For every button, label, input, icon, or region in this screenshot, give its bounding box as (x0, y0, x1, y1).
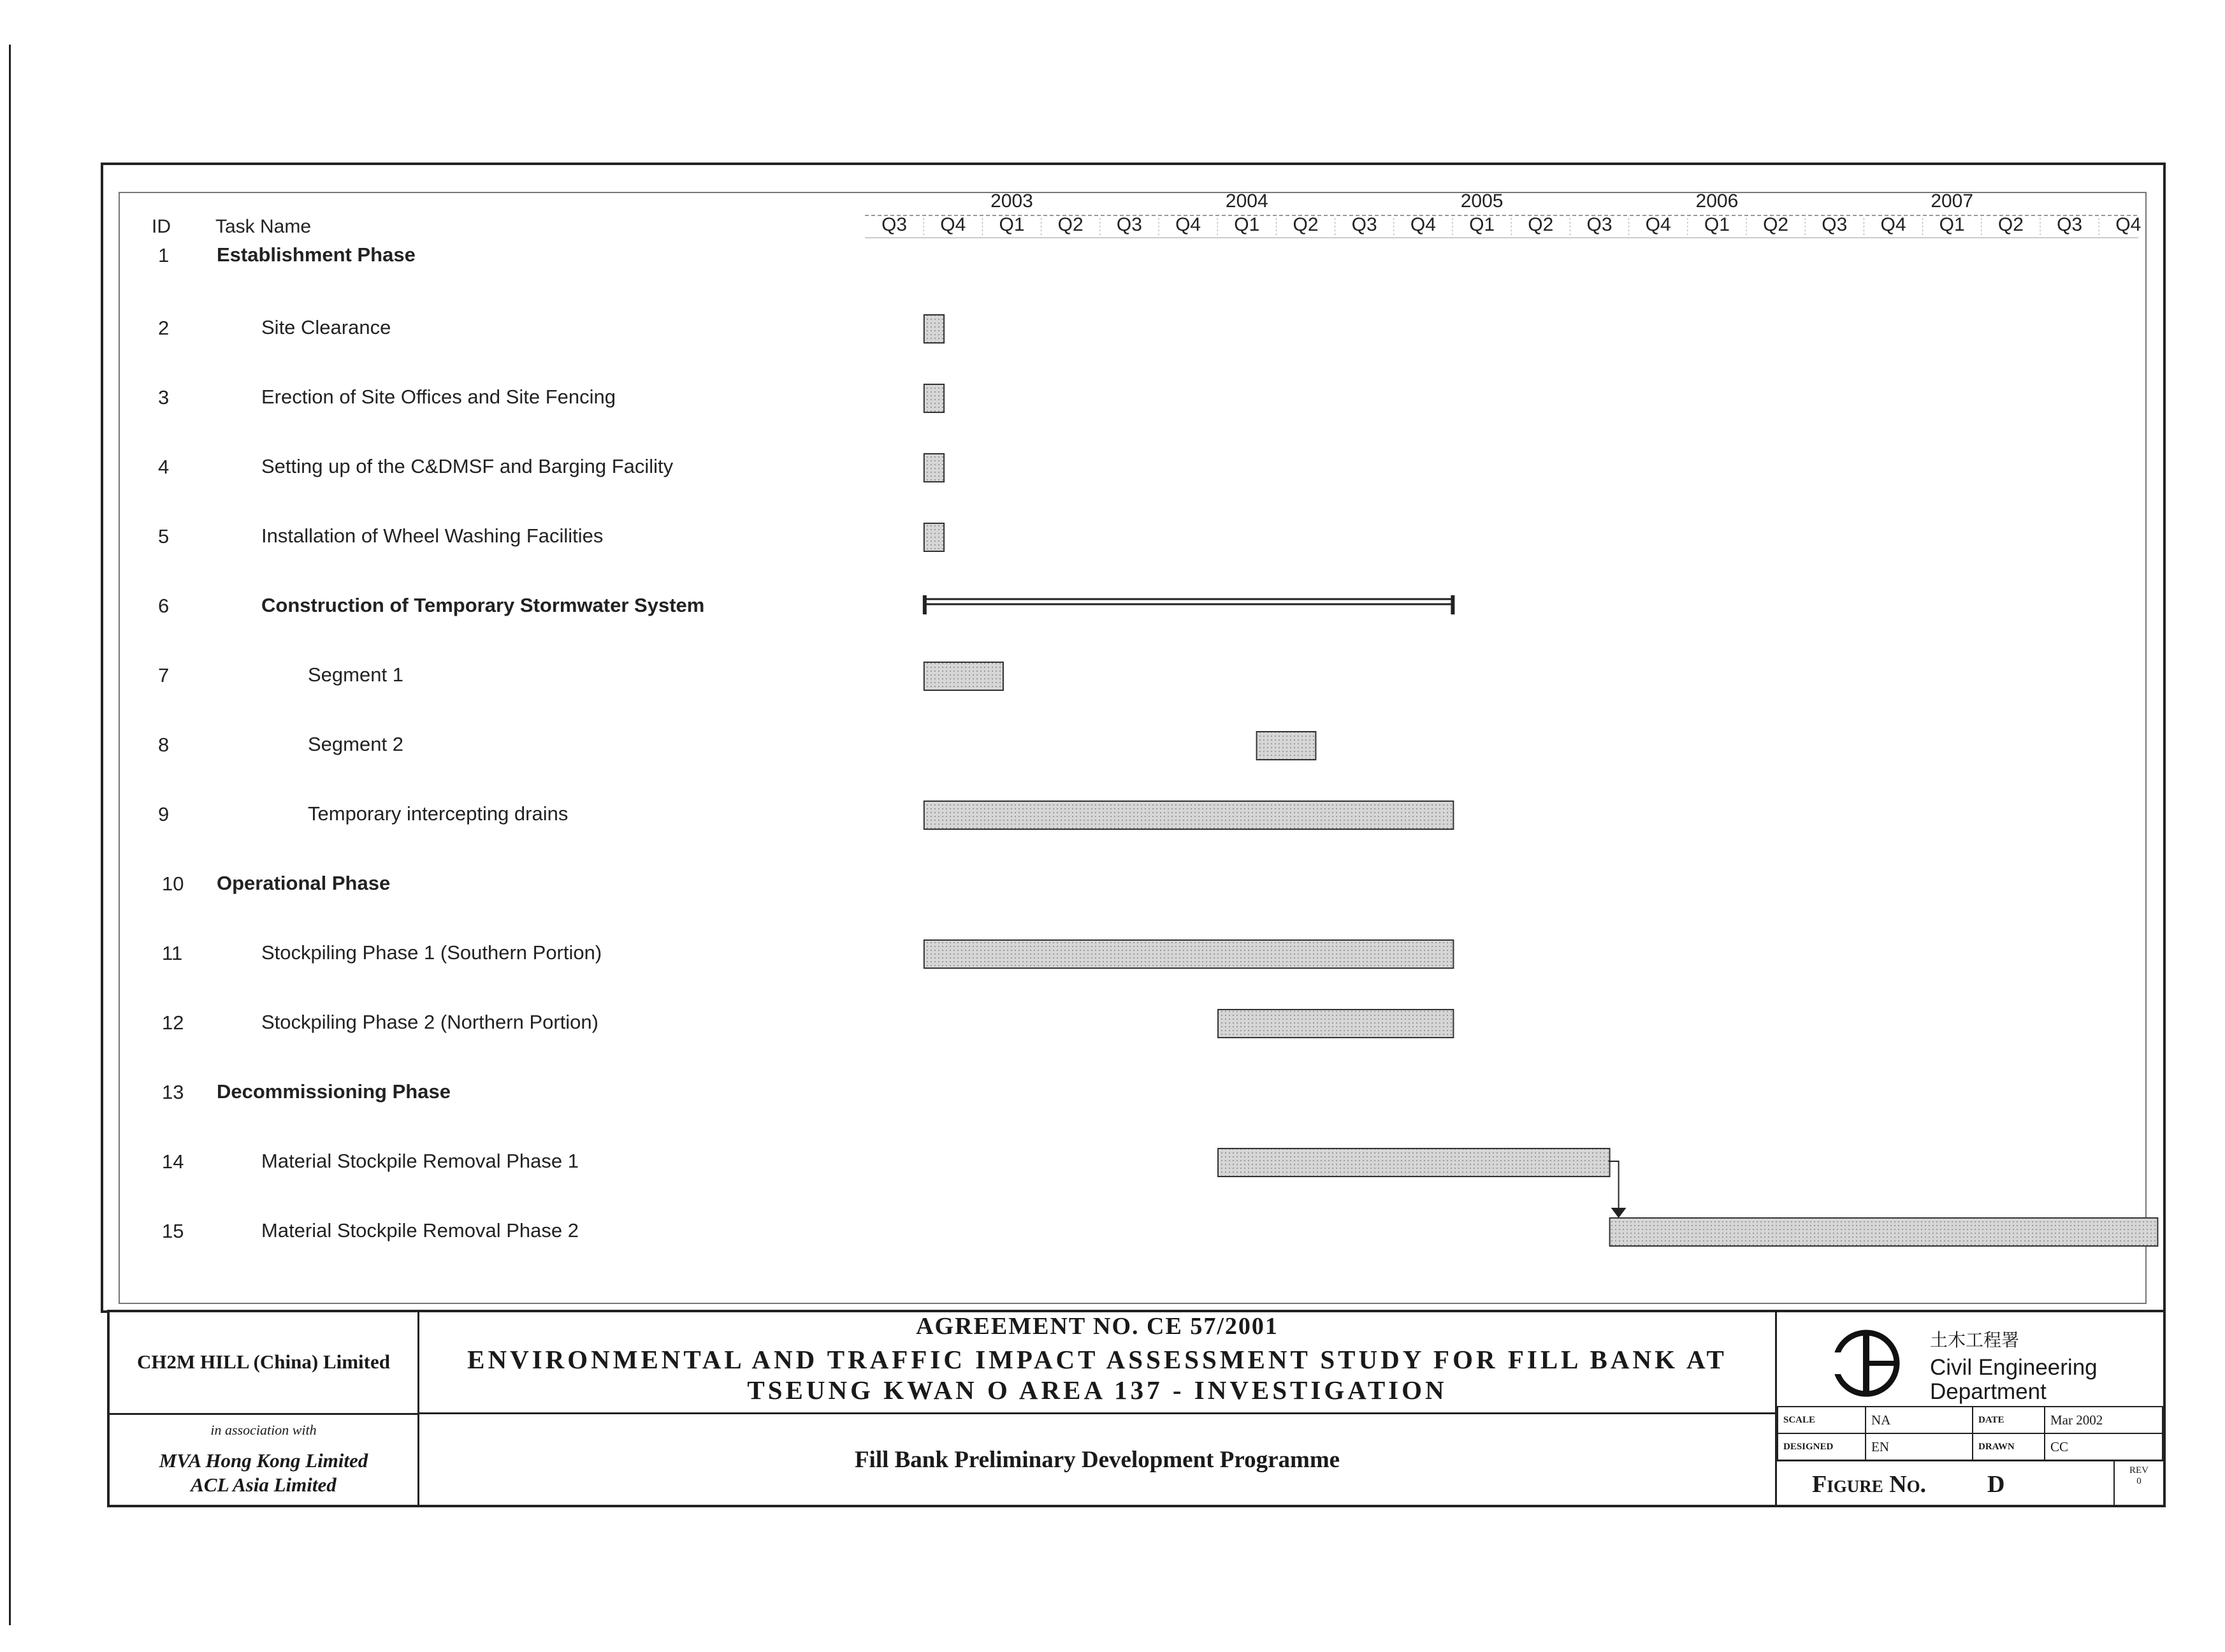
task-name: Construction of Temporary Stormwater System (261, 594, 705, 616)
quarter-label: Q1 (1704, 214, 1730, 235)
drawn-value: CC (2045, 1433, 2163, 1460)
task-id: 7 (158, 664, 170, 686)
quarter-label: Q2 (1293, 214, 1319, 235)
quarter-label: Q1 (1234, 214, 1260, 235)
date-value: Mar 2002 (2045, 1407, 2163, 1433)
task-id: 2 (158, 317, 170, 339)
consultant-panel (110, 1312, 419, 1505)
year-label: 2005 (1460, 191, 1504, 212)
task-bar (924, 384, 944, 412)
task-id: 15 (162, 1220, 184, 1242)
task-name: Site Clearance (261, 316, 391, 338)
quarter-label: Q3 (1351, 214, 1377, 235)
scale-value: NA (1866, 1407, 1973, 1433)
association-note: in association with (210, 1422, 317, 1438)
task-id: 5 (158, 525, 170, 547)
task-id: 1 (158, 244, 170, 266)
task-name: Decommissioning Phase (217, 1080, 451, 1103)
quarter-label: Q1 (1469, 214, 1495, 235)
task-name: Segment 2 (308, 733, 403, 755)
quarter-label: Q3 (1822, 214, 1848, 235)
year-label: 2004 (1225, 191, 1268, 212)
task-name: Erection of Site Offices and Site Fencing (261, 386, 616, 408)
task-bar (924, 523, 944, 551)
task-name: Temporary intercepting drains (308, 802, 569, 825)
figure-number: D (1987, 1471, 2005, 1498)
quarter-label: Q2 (1528, 214, 1554, 235)
summary-bar-end-cap (1451, 595, 1454, 614)
figure-row (1777, 1460, 2163, 1505)
task-name: Stockpiling Phase 1 (Southern Portion) (261, 941, 602, 964)
partner-name: MVA Hong Kong Limited (159, 1449, 368, 1472)
quarter-label: Q3 (2057, 214, 2083, 235)
task-bar (924, 801, 1454, 829)
quarter-label: Q4 (1175, 214, 1201, 235)
department-name-line: Civil Engineering (1930, 1355, 2098, 1380)
drawing-meta-table (1777, 1406, 2163, 1461)
partner-name: ACL Asia Limited (191, 1474, 337, 1496)
task-name: Material Stockpile Removal Phase 1 (261, 1150, 579, 1172)
quarter-label: Q4 (1880, 214, 1906, 235)
quarter-label: Q2 (1763, 214, 1789, 235)
task-name: Establishment Phase (217, 243, 416, 266)
task-name: Material Stockpile Removal Phase 2 (261, 1219, 579, 1242)
task-name: Segment 1 (308, 663, 403, 686)
quarter-label: Q2 (1057, 214, 1084, 235)
revision-box (2113, 1461, 2163, 1505)
task-bar (1218, 1148, 1610, 1177)
quarter-label: Q4 (1410, 214, 1436, 235)
quarter-label: Q3 (1586, 214, 1613, 235)
task-name: Installation of Wheel Washing Facilities (261, 525, 604, 547)
quarter-label: Q1 (999, 214, 1025, 235)
title-block (107, 1310, 2166, 1507)
ced-logo-icon (1831, 1328, 1901, 1398)
task-bar (1610, 1218, 2158, 1246)
task-id: 11 (162, 942, 183, 964)
drawn-label: DRAWN (1973, 1433, 2045, 1460)
study-panel (419, 1312, 1775, 1505)
drawing-title: Fill Bank Preliminary Development Programme (854, 1447, 1340, 1473)
quarter-label: Q4 (1645, 214, 1671, 235)
task-id: 4 (158, 456, 170, 478)
study-title-line: TSEUNG KWAN O AREA 137 - INVESTIGATION (747, 1375, 1447, 1405)
date-label: DATE (1973, 1407, 2045, 1433)
quarter-label: Q1 (1939, 214, 1965, 235)
task-bar (924, 940, 1454, 968)
year-label: 2003 (990, 191, 1033, 212)
task-id: 10 (162, 873, 184, 895)
department-panel (1775, 1312, 2163, 1505)
task-id: 8 (158, 734, 170, 756)
summary-bar-start-cap (923, 595, 927, 614)
department-name-chinese: 土木工程署 (1930, 1330, 2020, 1351)
task-bar (924, 315, 944, 343)
task-id: 12 (162, 1011, 184, 1034)
year-label: 2007 (1931, 191, 1974, 212)
department-name (1930, 1356, 2098, 1404)
quarter-label: Q4 (940, 214, 966, 235)
id-column-header: ID (152, 216, 171, 237)
study-divider (419, 1412, 1775, 1414)
dependency-arrowhead (1611, 1208, 1627, 1218)
task-id: 14 (162, 1150, 184, 1173)
designed-value: EN (1866, 1433, 1973, 1460)
task-bar (924, 454, 944, 482)
year-label: 2006 (1695, 191, 1739, 212)
designed-label: DESIGNED (1778, 1433, 1866, 1460)
quarter-label: Q3 (881, 214, 908, 235)
agreement-number: AGREEMENT NO. CE 57/2001 (916, 1313, 1279, 1340)
task-bar (924, 662, 1003, 690)
department-name-line: Department (1930, 1379, 2047, 1404)
task-id: 3 (158, 386, 170, 409)
task-id: 13 (162, 1081, 184, 1103)
quarter-label: Q4 (2115, 214, 2142, 235)
revision-value: 0 (2136, 1476, 2142, 1486)
scale-label: SCALE (1778, 1407, 1866, 1433)
task-id: 6 (158, 595, 170, 617)
task-name: Operational Phase (217, 872, 391, 894)
task-bar (1257, 732, 1316, 760)
consultant-name: CH2M HILL (China) Limited (136, 1351, 390, 1373)
quarter-label: Q2 (1997, 214, 2024, 235)
task-id: 9 (158, 803, 170, 825)
revision-label: REV (2129, 1465, 2149, 1475)
task-bar (1218, 1010, 1453, 1038)
task-name: Stockpiling Phase 2 (Northern Portion) (261, 1011, 598, 1033)
task-name: Setting up of the C&DMSF and Barging Facility (261, 455, 674, 477)
consultant-divider (110, 1413, 417, 1415)
study-title-line: ENVIRONMENTAL AND TRAFFIC IMPACT ASSESSMENT STUDY FOR FILL BANK AT (467, 1345, 1727, 1374)
quarter-label: Q3 (1116, 214, 1142, 235)
task-name-column-header: Task Name (215, 216, 312, 237)
figure-label: Figure No. (1812, 1471, 1927, 1498)
